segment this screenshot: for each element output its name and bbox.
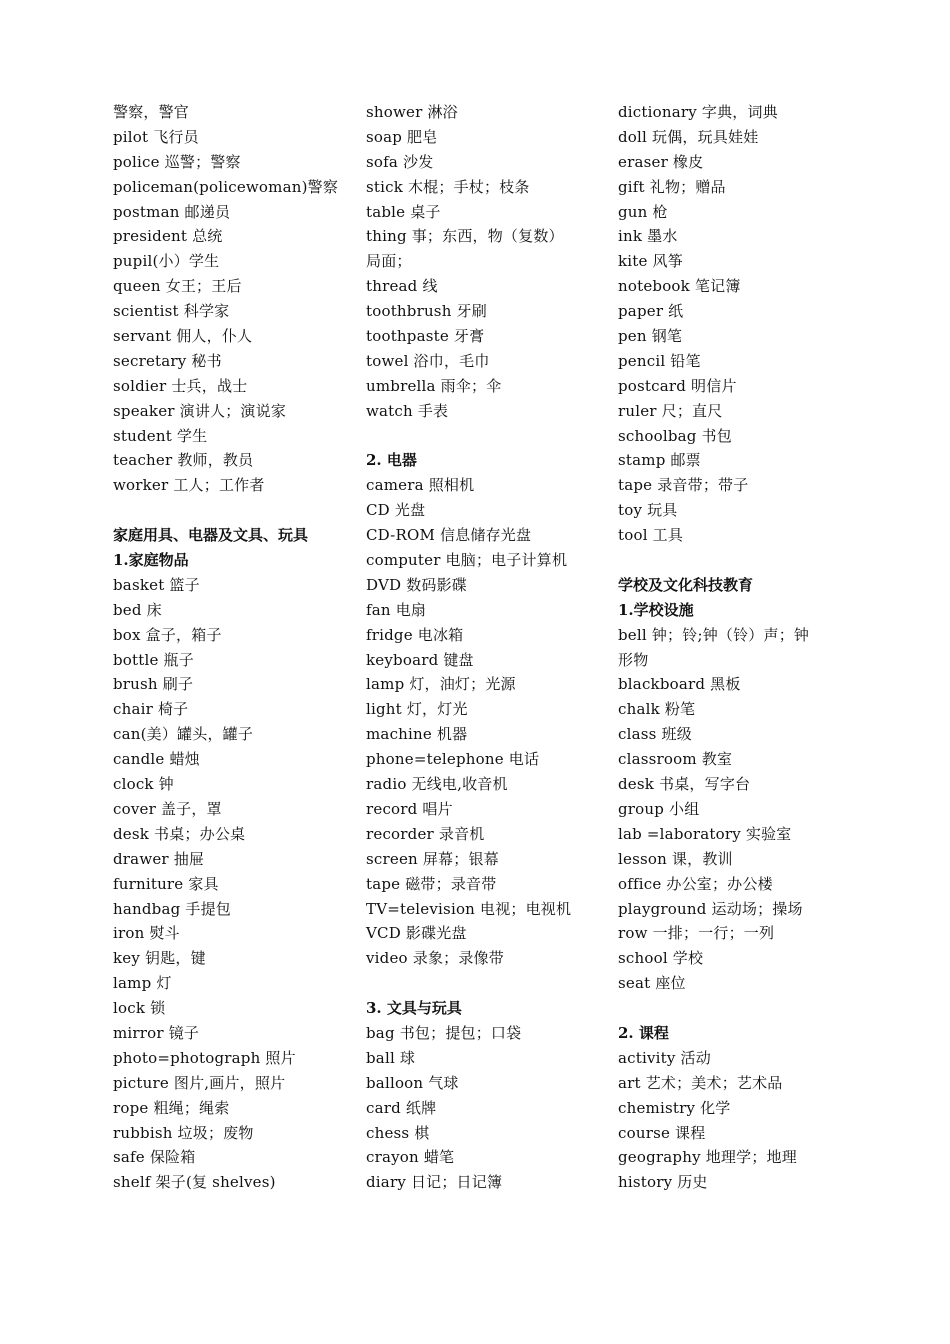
vocab-entry: gift 礼物；赠品 bbox=[618, 177, 726, 196]
vocab-entry: brush 刷子 bbox=[113, 675, 194, 694]
vocab-entry: toothpaste 牙膏 bbox=[366, 327, 485, 346]
vocab-entry: thing 事；东西，物（复数） bbox=[366, 227, 564, 246]
vocab-entry: phone=telephone 电话 bbox=[366, 750, 540, 769]
vocab-entry: course 课程 bbox=[618, 1123, 706, 1142]
vocab-entry: light 灯，灯光 bbox=[366, 700, 468, 719]
vocab-entry: fridge 电冰箱 bbox=[366, 625, 464, 644]
vocab-entry: lesson 课，教训 bbox=[618, 849, 733, 868]
vocab-entry: clock 钟 bbox=[113, 775, 174, 794]
vocab-entry: ruler 尺；直尺 bbox=[618, 401, 723, 420]
vocab-entry: postcard 明信片 bbox=[618, 376, 737, 395]
vocab-entry: chair 椅子 bbox=[113, 700, 189, 719]
vocab-entry: chess 棋 bbox=[366, 1123, 430, 1142]
vocab-entry: secretary 秘书 bbox=[113, 351, 222, 370]
vocab-entry: picture 图片,画片，照片 bbox=[113, 1073, 286, 1092]
vocab-entry: chemistry 化学 bbox=[618, 1098, 731, 1117]
vocab-entry: tool 工具 bbox=[618, 526, 684, 545]
vocab-entry: bottle 瓶子 bbox=[113, 650, 194, 669]
vocab-entry: recorder 录音机 bbox=[366, 824, 485, 843]
vocab-entry: police 巡警；警察 bbox=[113, 152, 241, 171]
vocab-entry: schoolbag 书包 bbox=[618, 426, 732, 445]
vocab-entry: computer 电脑；电子计算机 bbox=[366, 551, 568, 570]
vocab-entry: furniture 家具 bbox=[113, 874, 219, 893]
vocab-entry: dictionary 字典，词典 bbox=[618, 103, 778, 121]
vocab-entry: iron 熨斗 bbox=[113, 924, 180, 943]
vocab-entry: toothbrush 牙刷 bbox=[366, 302, 487, 321]
section-heading: 3. 文具与玩具 bbox=[366, 999, 462, 1018]
vocab-entry: machine 机器 bbox=[366, 725, 468, 744]
blank-line bbox=[618, 548, 848, 573]
vocab-entry: keyboard 键盘 bbox=[366, 650, 474, 669]
blank-line bbox=[113, 498, 353, 523]
vocab-entry: record 唱片 bbox=[366, 799, 453, 818]
section-heading: 1.学校设施 bbox=[618, 600, 694, 619]
vocab-entry: bag 书包；提包；口袋 bbox=[366, 1023, 522, 1042]
vocab-entry: chalk 粉笔 bbox=[618, 700, 696, 719]
vocab-entry: stamp 邮票 bbox=[618, 451, 701, 470]
vocab-entry: thread 线 bbox=[366, 277, 438, 296]
vocab-entry: lamp 灯 bbox=[113, 974, 172, 993]
column-2 bbox=[366, 100, 606, 1195]
vocab-entry: pilot 飞行员 bbox=[113, 127, 199, 146]
vocab-entry: toy 玩具 bbox=[618, 501, 678, 520]
vocab-entry: screen 屏幕；银幕 bbox=[366, 849, 499, 868]
vocab-entry: office 办公室；办公楼 bbox=[618, 874, 773, 893]
vocab-entry: worker 工人；工作者 bbox=[113, 476, 265, 495]
vocab-entry: school 学校 bbox=[618, 949, 704, 968]
vocab-entry: can(美）罐头，罐子 bbox=[113, 725, 254, 744]
vocab-entry: TV=television 电视；电视机 bbox=[366, 899, 572, 918]
vocab-entry: row 一排；一行；一列 bbox=[618, 924, 775, 943]
vocab-entry: desk 书桌；办公桌 bbox=[113, 824, 246, 843]
vocab-entry: desk 书桌，写字台 bbox=[618, 775, 751, 794]
vocab-entry: key 钥匙，键 bbox=[113, 949, 206, 968]
blank-line bbox=[618, 996, 848, 1021]
vocab-entry: diary 日记；日记簿 bbox=[366, 1173, 503, 1192]
vocab-entry: seat 座位 bbox=[618, 974, 686, 993]
vocab-entry: stick 木棍；手杖；枝条 bbox=[366, 177, 530, 196]
vocab-entry: gun 枪 bbox=[618, 202, 668, 221]
vocab-entry: ink 墨水 bbox=[618, 227, 678, 246]
vocab-entry: activity 活动 bbox=[618, 1048, 711, 1067]
vocab-entry: pencil 铅笔 bbox=[618, 351, 701, 370]
vocab-entry: towel 浴巾，毛巾 bbox=[366, 351, 490, 370]
vocab-entry: art 艺术；美术；艺术品 bbox=[618, 1073, 783, 1092]
vocab-entry: radio 无线电,收音机 bbox=[366, 775, 508, 794]
vocab-entry: box 盒子，箱子 bbox=[113, 625, 222, 644]
vocab-entry: president 总统 bbox=[113, 227, 223, 246]
vocab-entry: teacher 教师，教员 bbox=[113, 451, 254, 470]
vocab-entry: DVD 数码影碟 bbox=[366, 575, 467, 594]
vocab-entry: shower 淋浴 bbox=[366, 103, 458, 121]
vocab-entry: lock 锁 bbox=[113, 999, 166, 1018]
vocab-entry: scientist 科学家 bbox=[113, 302, 230, 321]
vocab-entry: safe 保险箱 bbox=[113, 1148, 196, 1167]
vocab-entry: camera 照相机 bbox=[366, 476, 475, 495]
vocab-entry: 形物 bbox=[618, 650, 649, 669]
vocab-entry: eraser 橡皮 bbox=[618, 152, 704, 171]
vocab-entry: handbag 手提包 bbox=[113, 899, 231, 918]
vocab-entry: pen 钢笔 bbox=[618, 327, 683, 346]
vocab-entry: candle 蜡烛 bbox=[113, 750, 200, 769]
vocab-entry: soldier 士兵，战士 bbox=[113, 376, 248, 395]
vocab-entry: rope 粗绳；绳索 bbox=[113, 1098, 230, 1117]
vocab-entry: blackboard 黑板 bbox=[618, 675, 741, 694]
vocab-entry: paper 纸 bbox=[618, 302, 684, 321]
vocab-entry: geography 地理学；地理 bbox=[618, 1148, 797, 1167]
vocab-entry: VCD 影碟光盘 bbox=[366, 924, 467, 943]
vocab-entry: mirror 镜子 bbox=[113, 1023, 200, 1042]
vocab-entry: playground 运动场；操场 bbox=[618, 899, 803, 918]
vocab-entry: pupil(小）学生 bbox=[113, 252, 220, 271]
vocab-entry: group 小组 bbox=[618, 799, 700, 818]
vocab-entry: class 班级 bbox=[618, 725, 692, 744]
vocab-entry: 局面； bbox=[366, 252, 412, 271]
blank-line bbox=[366, 971, 606, 996]
vocab-entry: history 历史 bbox=[618, 1173, 708, 1192]
vocab-entry: rubbish 垃圾；废物 bbox=[113, 1123, 254, 1142]
vocab-entry: ball 球 bbox=[366, 1048, 416, 1067]
vocab-entry: drawer 抽屉 bbox=[113, 849, 205, 868]
vocab-entry: umbrella 雨伞；伞 bbox=[366, 376, 502, 395]
vocab-entry: lab =laboratory 实验室 bbox=[618, 824, 792, 843]
vocab-entry: fan 电扇 bbox=[366, 600, 427, 619]
vocab-entry: policeman(policewoman)警察 bbox=[113, 177, 339, 196]
vocab-entry: photo=photograph 照片 bbox=[113, 1048, 296, 1067]
vocab-entry: shelf 架子(复 shelves) bbox=[113, 1173, 276, 1192]
vocab-entry: sofa 沙发 bbox=[366, 152, 434, 171]
vocab-entry: postman 邮递员 bbox=[113, 202, 231, 221]
blank-line bbox=[366, 424, 606, 449]
section-heading: 家庭用具、电器及文具、玩具 bbox=[113, 526, 309, 545]
vocab-entry: bell 钟；铃;钟（铃）声；钟 bbox=[618, 625, 810, 644]
vocab-entry: notebook 笔记簿 bbox=[618, 277, 741, 296]
vocab-entry: kite 风筝 bbox=[618, 252, 683, 271]
vocab-entry: CD 光盘 bbox=[366, 501, 426, 520]
vocab-entry: soap 肥皂 bbox=[366, 127, 438, 146]
vocab-entry: classroom 教室 bbox=[618, 750, 733, 769]
column-1 bbox=[113, 100, 353, 1195]
vocab-entry: video 录象；录像带 bbox=[366, 949, 504, 968]
vocab-entry: cover 盖子，罩 bbox=[113, 799, 222, 818]
vocab-entry: lamp 灯，油灯；光源 bbox=[366, 675, 516, 694]
vocab-entry: tape 磁带；录音带 bbox=[366, 874, 497, 893]
column-3 bbox=[618, 100, 848, 1195]
section-heading: 1.家庭物品 bbox=[113, 551, 189, 570]
section-heading: 2. 课程 bbox=[618, 1023, 669, 1042]
vocab-entry: basket 篮子 bbox=[113, 575, 200, 594]
vocab-entry: bed 床 bbox=[113, 600, 162, 619]
vocab-entry: queen 女王；王后 bbox=[113, 277, 242, 296]
vocab-entry: student 学生 bbox=[113, 426, 208, 445]
section-heading: 学校及文化科技教育 bbox=[618, 575, 754, 594]
section-heading: 2. 电器 bbox=[366, 451, 417, 470]
vocab-entry: servant 佣人，仆人 bbox=[113, 327, 253, 346]
vocab-entry: balloon 气球 bbox=[366, 1073, 459, 1092]
vocab-entry: speaker 演讲人；演说家 bbox=[113, 401, 287, 420]
vocab-entry: card 纸牌 bbox=[366, 1098, 437, 1117]
vocab-entry: crayon 蜡笔 bbox=[366, 1148, 455, 1167]
vocab-entry: doll 玩偶，玩具娃娃 bbox=[618, 127, 759, 146]
vocab-entry: table 桌子 bbox=[366, 202, 441, 221]
vocab-entry: watch 手表 bbox=[366, 401, 449, 420]
vocab-entry: CD-ROM 信息储存光盘 bbox=[366, 526, 532, 545]
vocab-entry: tape 录音带；带子 bbox=[618, 476, 749, 495]
vocab-entry: 警察，警官 bbox=[113, 103, 190, 121]
